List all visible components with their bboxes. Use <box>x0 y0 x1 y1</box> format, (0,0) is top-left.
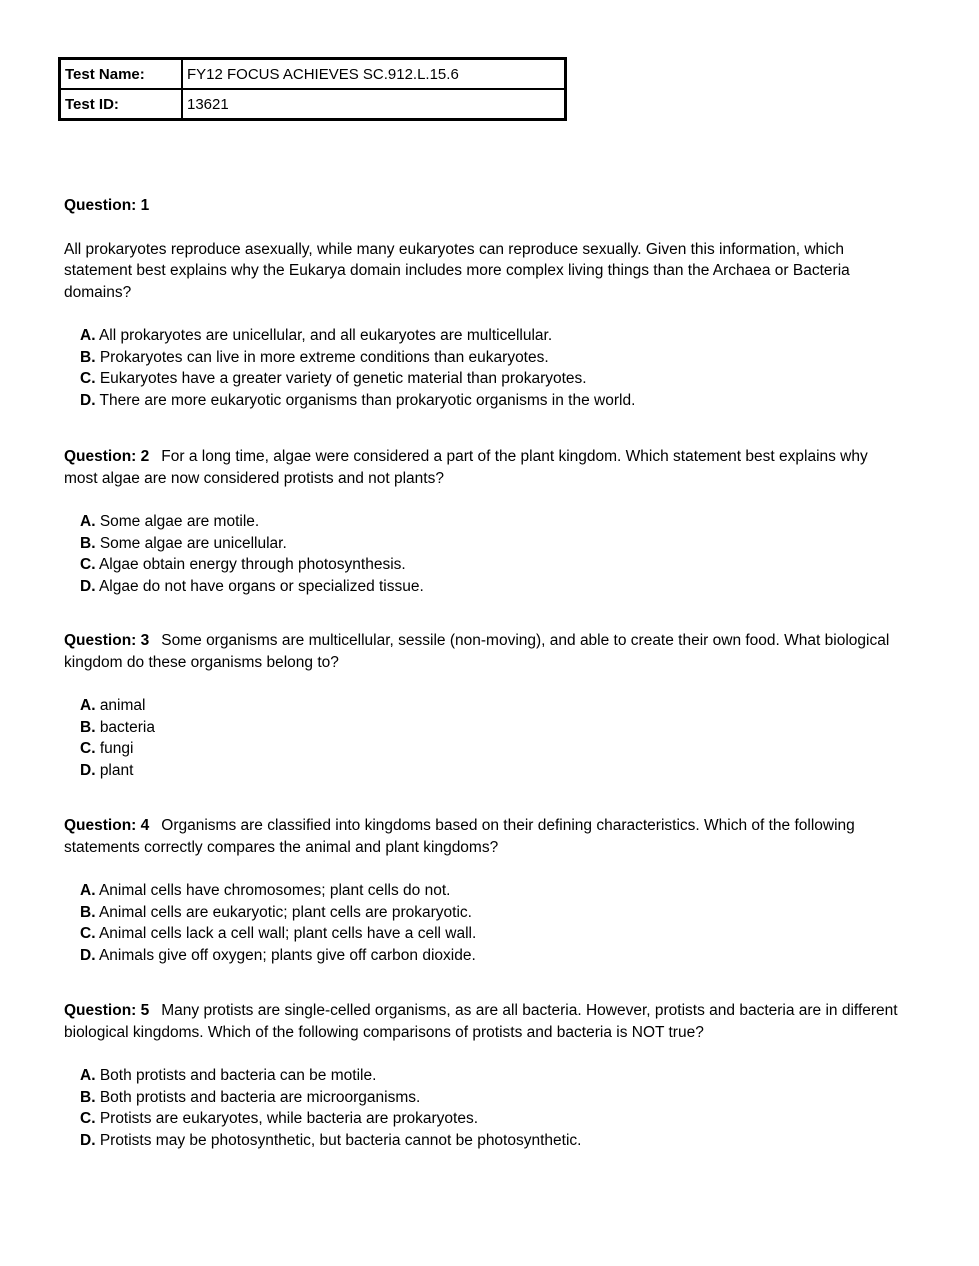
choice-text: Both protists and bacteria can be motile. <box>99 1067 377 1084</box>
choice-letter: B. <box>80 1088 96 1106</box>
test-id-row <box>60 89 565 119</box>
choice-letter: D. <box>80 577 96 595</box>
choice-text: All prokaryotes are unicellular, and all eukaryotes are multicellular. <box>98 327 553 344</box>
choice-text: Both protists and bacteria are microorganisms. <box>99 1088 421 1106</box>
test-id-value: 13621 <box>182 89 565 119</box>
test-name-value: FY12 FOCUS ACHIEVES SC.912.L.15.6 <box>182 59 565 89</box>
choice-letter: D. <box>80 391 96 409</box>
choice-letter: A. <box>80 513 96 530</box>
choice-text: Algae do not have organs or specialized tissue. <box>98 577 424 595</box>
choice-text: Animals give off oxygen; plants give off carbon dioxide. <box>98 946 476 964</box>
question-3 <box>64 630 904 781</box>
question-4 <box>64 815 904 966</box>
answer-choice <box>80 945 904 967</box>
choice-text: Prokaryotes can live in more extreme conditions than eukaryotes. <box>99 348 549 366</box>
choice-text: Animal cells have chromosomes; plant cells do not. <box>98 882 451 899</box>
choice-letter: A. <box>80 882 96 899</box>
answer-choice <box>80 511 904 533</box>
choice-letter: D. <box>80 761 96 779</box>
question-heading: Question: 1 <box>64 197 150 214</box>
choice-text: animal <box>99 697 146 714</box>
answer-choice <box>80 1108 904 1130</box>
answer-choice <box>80 576 904 598</box>
answer-choice <box>80 368 904 390</box>
choice-letter: B. <box>80 348 96 366</box>
answer-choices <box>80 1065 904 1151</box>
question-stem: Some organisms are multicellular, sessile (non-moving), and able to create their own food. What biological kingdom do these organisms belong to? <box>64 632 890 671</box>
choice-text: fungi <box>99 740 134 757</box>
question-stem: All prokaryotes reproduce asexually, while many eukaryotes can reproduce sexually. Given this information, which statement best explains why the Eukarya domain includes more complex living things than the Archaea or Bacteria domains? <box>64 240 850 301</box>
answer-choice <box>80 902 904 924</box>
choice-letter: B. <box>80 903 96 921</box>
choice-text: Eukaryotes have a greater variety of genetic material than prokaryotes. <box>99 370 587 387</box>
answer-choice <box>80 325 904 347</box>
question-stem: Many protists are single-celled organisms, as are all bacteria. However, protists and bacteria are in different biological kingdoms. Which of the following comparisons of protists and bacteria is NOT true? <box>64 1002 898 1041</box>
choice-text: Some algae are unicellular. <box>99 534 287 552</box>
choice-letter: C. <box>80 556 96 573</box>
choice-text: Algae obtain energy through photosynthesis. <box>98 556 406 573</box>
choice-letter: C. <box>80 1110 96 1127</box>
answer-choice <box>80 554 904 576</box>
question-heading: Question: 2 <box>64 448 150 465</box>
choice-text: Protists may be photosynthetic, but bacteria cannot be photosynthetic. <box>99 1131 582 1149</box>
choice-letter: D. <box>80 946 96 964</box>
test-name-label: Test Name: <box>60 59 182 89</box>
answer-choice <box>80 695 904 717</box>
answer-choices <box>80 325 904 411</box>
question-stem: Organisms are classified into kingdoms based on their defining characteristics. Which of the following statements correctly compares the animal and plant kingdoms? <box>64 817 855 856</box>
test-info-table <box>58 57 567 121</box>
question-5 <box>64 1000 904 1151</box>
answer-choice <box>80 1087 904 1109</box>
answer-choice <box>80 738 904 760</box>
answer-choices <box>80 695 904 781</box>
test-name-row <box>60 59 565 89</box>
answer-choices <box>80 511 904 597</box>
choice-text: There are more eukaryotic organisms than prokaryotic organisms in the world. <box>99 391 636 409</box>
test-id-label: Test ID: <box>60 89 182 119</box>
choice-letter: B. <box>80 718 96 736</box>
answer-choice <box>80 390 904 412</box>
answer-choice <box>80 760 904 782</box>
answer-choice <box>80 717 904 739</box>
choice-letter: C. <box>80 925 96 942</box>
answer-choice <box>80 880 904 902</box>
answer-choice <box>80 533 904 555</box>
question-heading: Question: 3 <box>64 632 150 649</box>
question-2 <box>64 446 904 597</box>
choice-text: Protists are eukaryotes, while bacteria are prokaryotes. <box>99 1110 479 1127</box>
choice-letter: C. <box>80 370 96 387</box>
choice-text: bacteria <box>99 718 155 736</box>
answer-choice <box>80 1065 904 1087</box>
question-heading: Question: 4 <box>64 817 150 834</box>
question-heading: Question: 5 <box>64 1002 150 1019</box>
choice-letter: A. <box>80 327 96 344</box>
answer-choice <box>80 923 904 945</box>
choice-letter: C. <box>80 740 96 757</box>
choice-letter: A. <box>80 697 96 714</box>
answer-choices <box>80 880 904 966</box>
choice-letter: A. <box>80 1067 96 1084</box>
question-stem: For a long time, algae were considered a part of the plant kingdom. Which statement best explains why most algae are now considered protists and not plants? <box>64 448 868 487</box>
choice-letter: B. <box>80 534 96 552</box>
choice-letter: D. <box>80 1131 96 1149</box>
question-1 <box>64 195 904 411</box>
choice-text: plant <box>99 761 134 779</box>
choice-text: Animal cells are eukaryotic; plant cells are prokaryotic. <box>98 903 472 921</box>
choice-text: Animal cells lack a cell wall; plant cells have a cell wall. <box>98 925 477 942</box>
answer-choice <box>80 347 904 369</box>
choice-text: Some algae are motile. <box>99 513 260 530</box>
answer-choice <box>80 1130 904 1152</box>
